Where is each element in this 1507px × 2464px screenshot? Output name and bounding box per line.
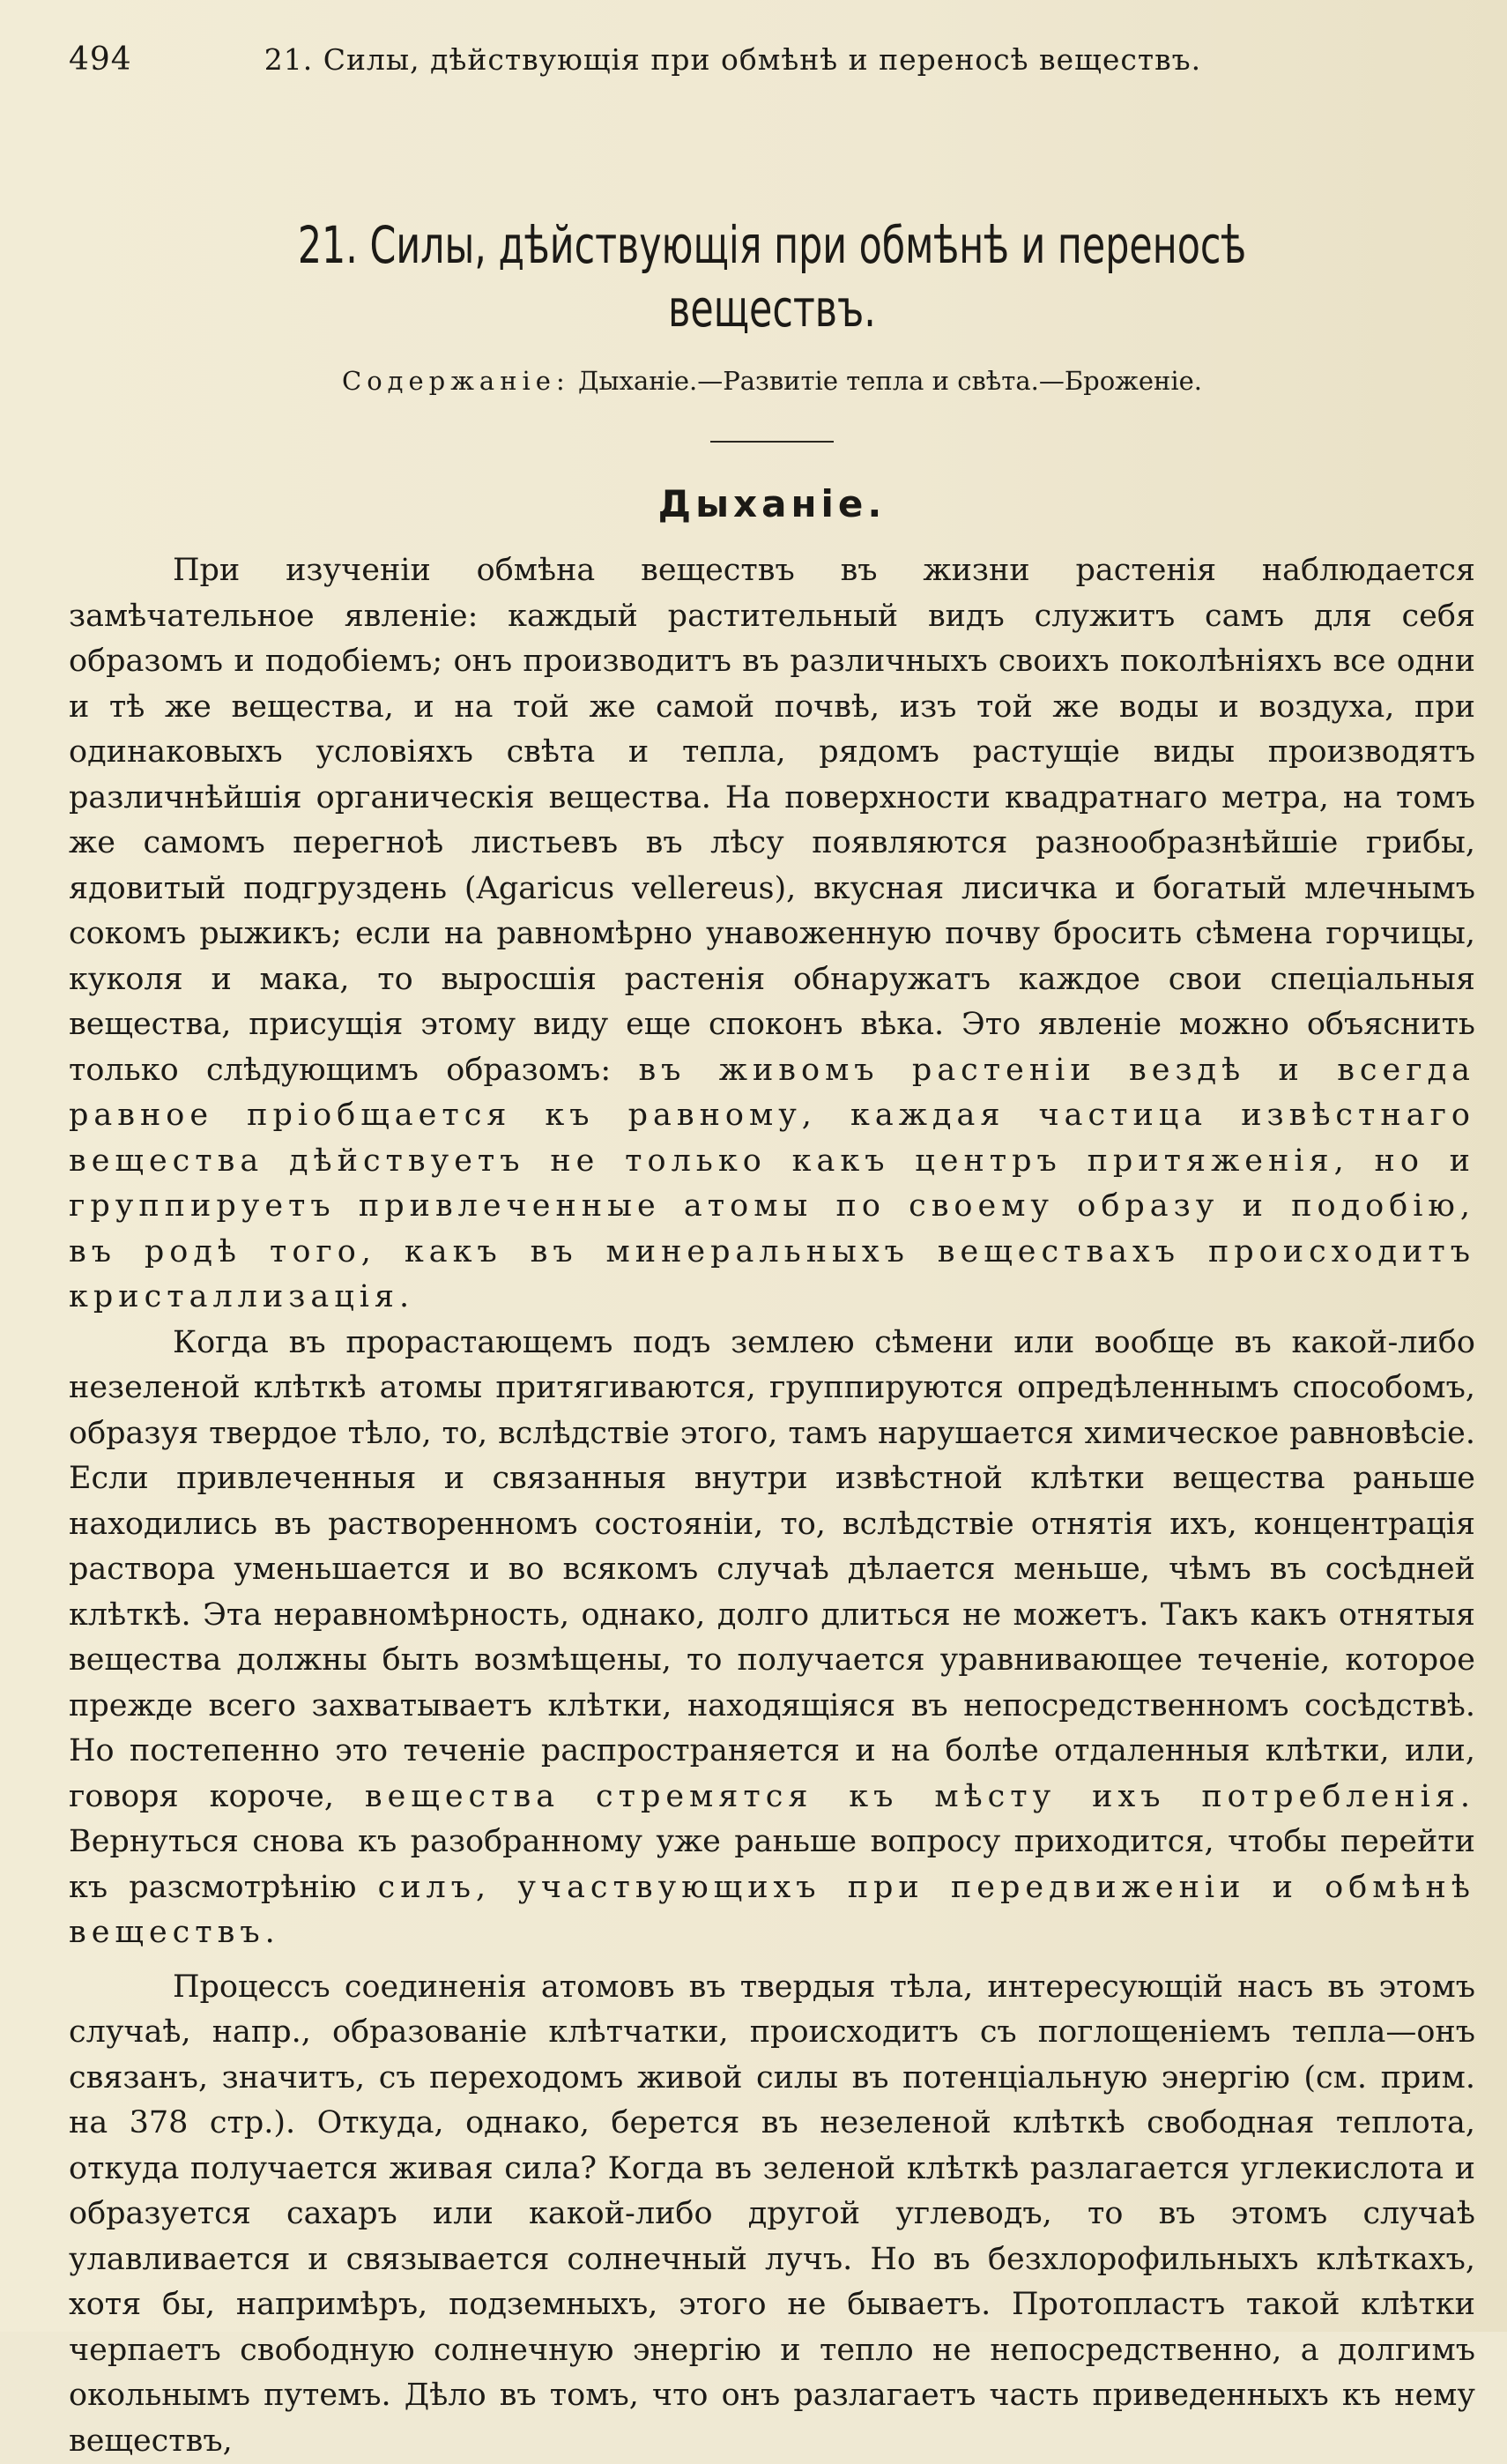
paragraph-1-text: При изученіи обмѣна веществъ въ жизни растенія наблюдается замѣчательное явленіе: каждый растительный видъ служитъ самъ для себя образомъ и подобіемъ; онъ производитъ въ различныхъ своихъ поколѣніяхъ все одни и тѣ же вещества, и на той же самой почвѣ, изъ той же воды и воздуха, при одинаковыхъ условіяхъ свѣта и тепла, рядомъ растущіе виды производятъ различнѣйшія органическія вещества. На поверхности квадратнаго метра, на томъ же самомъ перегноѣ листьевъ въ лѣсу появляются разнообразнѣйшіе грибы, ядовитый подгруздень (Agaricus vellereus), вкусная лисичка и богатый млечнымъ сокомъ рыжикъ; если на равномѣрно унавоженную почву бросить сѣмена горчицы, куколя и мака, то выросшія растенія обнаружатъ каждое свои спеціальныя вещества, присущія этому виду еще споконъ вѣка. Это явленіе можно объяснить только слѣдующимъ образомъ: (69, 553, 1475, 1088)
paragraph-2-emphasis: вещества стремятся къ мѣсту ихъ потребленія. (365, 1779, 1475, 1814)
paragraph-3 (69, 1965, 1475, 2464)
section-divider (710, 441, 834, 443)
paragraph-1-emphasis: въ живомъ растеніи вездѣ и всегда равное пріобщается къ равному, каждая частица извѣстнаго вещества дѣйствуетъ не только какъ центръ притяженія, но и группируетъ привлеченные атомы по своему образу и подобію, въ родѣ того, какъ въ минеральныхъ веществахъ происходитъ кристаллизація. (69, 1053, 1475, 1315)
section-heading: Дыханіе. (69, 480, 1475, 529)
chapter-title: 21. Силы, дѣйствующія при обмѣнѣ и переносѣ веществъ. (196, 213, 1349, 340)
contents-text: Дыханіе.—Развитіе тепла и свѣта.—Броженіе. (578, 366, 1202, 396)
page-number: 494 (69, 39, 132, 81)
running-head (69, 39, 1475, 81)
paragraph-2-emphasis-end: силъ, участвующихъ при передвиженіи и обмѣнѣ веществъ. (69, 1870, 1475, 1951)
running-head-title: 21. Силы, дѣйствующія при обмѣнѣ и переносѣ веществъ. (264, 39, 1201, 81)
paragraph-1 (69, 548, 1475, 1321)
paragraph-2 (69, 1321, 1475, 1956)
contents-label: Содержаніе: (342, 366, 570, 396)
chapter-contents (69, 363, 1475, 398)
paragraph-3-text: Процессъ соединенія атомовъ въ твердыя тѣла, интересующій насъ въ этомъ случаѣ, напр., образованіе клѣтчатки, происходитъ съ поглощеніемъ тепла—онъ связанъ, значитъ, съ переходомъ живой силы въ потенціальную энергію (см. прим. на 378 стр.). Откуда, однако, берется въ незеленой клѣткѣ свободная теплота, откуда получается живая сила? Когда въ зеленой клѣткѣ разлагается углекислота и образуется сахаръ или какой-либо другой углеводъ, то въ этомъ случаѣ улавливается и связывается солнечный лучъ. Но въ безхлорофильныхъ клѣткахъ, хотя бы, напримѣръ, подземныхъ, этого не бываетъ. Протопластъ такой клѣтки черпаетъ свободную солнечную энергію и тепло не непосредственно, а долгимъ окольнымъ путемъ. Дѣло въ томъ, что онъ разлагаетъ часть приведенныхъ къ нему веществъ, (69, 1969, 1475, 2459)
paragraph-2-text: Когда въ прорастающемъ подъ землею сѣмени или вообще въ какой-либо незеленой клѣткѣ атомы притягиваются, группируются опредѣленнымъ способомъ, образуя твердое тѣло, то, вслѣдствіе этого, тамъ нарушается химическое равновѣсіе. Если привлеченныя и связанныя внутри извѣстной клѣтки вещества раньше находились въ растворенномъ состояніи, то, вслѣдствіе отнятія ихъ, концентрація раствора уменьшается и во всякомъ случаѣ дѣлается меньше, чѣмъ въ сосѣдней клѣткѣ. Эта неравномѣрность, однако, долго длиться не можетъ. Такъ какъ отнятыя вещества должны быть возмѣщены, то получается уравнивающее теченіе, которое прежде всего захватываетъ клѣтки, находящіяся въ непосредственномъ сосѣдствѣ. Но постепенно это теченіе распространяется и на болѣе отдаленныя клѣтки, или, говоря короче, (69, 1325, 1475, 1814)
paragraph-2-text-cont: Вернуться снова къ разобранному уже раньше вопросу приходится, чтобы перейти къ разсмотрѣнію (69, 1824, 1475, 1905)
body-text (69, 548, 1475, 2464)
